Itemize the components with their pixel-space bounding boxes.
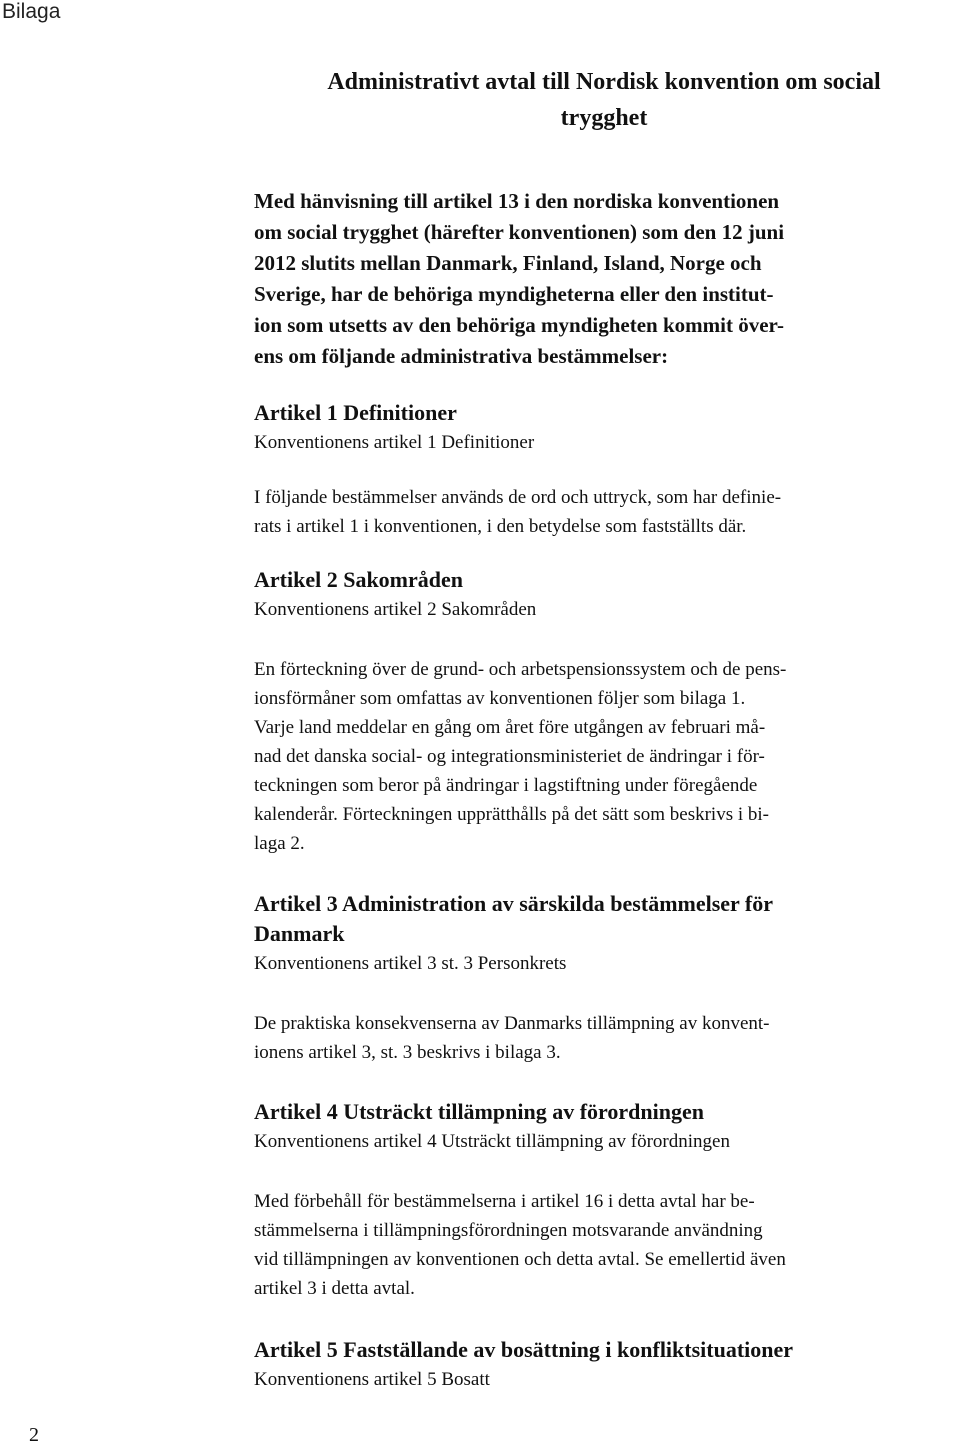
article-3-body [254,1009,954,1067]
body-line: De praktiska konsekvenserna av Danmarks tillämpning av konvent- [254,1013,770,1034]
document-title-line: trygghet [560,105,648,131]
article-1-subheading: Konventionens artikel 1 Definitioner [254,432,535,453]
article-2-body [254,655,954,858]
article-4-body [254,1187,954,1303]
body-line: ionens artikel 3, st. 3 beskrivs i bilaga 3. [254,1042,561,1063]
article-4-section [254,1097,954,1303]
page-number: 2 [29,1424,39,1446]
article-5-section [254,1335,954,1395]
article-heading-line: Artikel 1 Definitioner [254,400,457,425]
intro-line: Sverige, har de behöriga myndigheterna eller den institut- [254,282,774,306]
body-line: stämmelserna i tillämpningsförordningen motsvarande användning [254,1220,763,1241]
article-heading-line: Artikel 4 Utsträckt tillämpning av förordningen [254,1099,704,1124]
body-line: ionsförmåner som omfattas av konventionen följer som bilaga 1. [254,688,746,709]
intro-paragraph [254,186,954,372]
document-title [254,64,954,136]
body-line: kalenderår. Förteckningen upprätthålls på det sätt som beskrivs i bi- [254,804,769,825]
body-line: En förteckning över de grund- och arbetspensionssystem och de pens- [254,659,787,680]
article-2-heading [254,565,954,595]
article-4-heading [254,1097,954,1127]
intro-line: 2012 slutits mellan Danmark, Finland, Island, Norge och [254,251,762,275]
document-header-label: Bilaga [2,0,61,23]
document-title-line: Administrativt avtal till Nordisk konvention om social [327,69,881,95]
body-line: Med förbehåll för bestämmelserna i artikel 16 i detta avtal har be- [254,1191,755,1212]
intro-line: ion som utsetts av den behöriga myndigheten kommit över- [254,313,785,337]
document-body [254,64,954,1395]
body-line: rats i artikel 1 i konventionen, i den betydelse som fastställts där. [254,516,747,537]
intro-line: om social trygghet (härefter konventionen) som den 12 juni [254,220,785,244]
article-heading-line: Artikel 2 Sakområden [254,567,463,592]
body-line: I följande bestämmelser används de ord och uttryck, som har definie- [254,487,782,508]
body-line: artikel 3 i detta avtal. [254,1278,415,1299]
article-1-section [254,398,954,541]
intro-line: Med hänvisning till artikel 13 i den nordiska konventionen [254,189,780,213]
article-4-subheading: Konventionens artikel 4 Utsträckt tillämpning av förordningen [254,1131,730,1152]
body-line: teckningen som beror på ändringar i lagstiftning under föregående [254,775,758,796]
article-1-heading [254,398,954,428]
article-2-subheading: Konventionens artikel 2 Sakområden [254,599,537,620]
article-heading-line: Artikel 5 Fastställande av bosättning i konfliktsituationer [254,1337,794,1362]
article-3-subheading: Konventionens artikel 3 st. 3 Personkrets [254,953,567,974]
article-heading-line: Danmark [254,921,345,946]
intro-line: ens om följande administrativa bestämmelser: [254,344,669,368]
article-5-subheading: Konventionens artikel 5 Bosatt [254,1369,490,1390]
article-2-section [254,565,954,858]
body-line: nad det danska social- og integrationsministeriet de ändringar i för- [254,746,765,767]
article-1-body [254,483,954,541]
body-line: vid tillämpningen av konventionen och detta avtal. Se emellertid även [254,1249,786,1270]
article-heading-line: Artikel 3 Administration av särskilda bestämmelser för [254,891,774,916]
article-3-heading [254,889,954,949]
body-line: laga 2. [254,833,305,854]
body-line: Varje land meddelar en gång om året före utgången av februari må- [254,717,766,738]
article-3-section [254,889,954,1067]
article-5-heading [254,1335,954,1365]
